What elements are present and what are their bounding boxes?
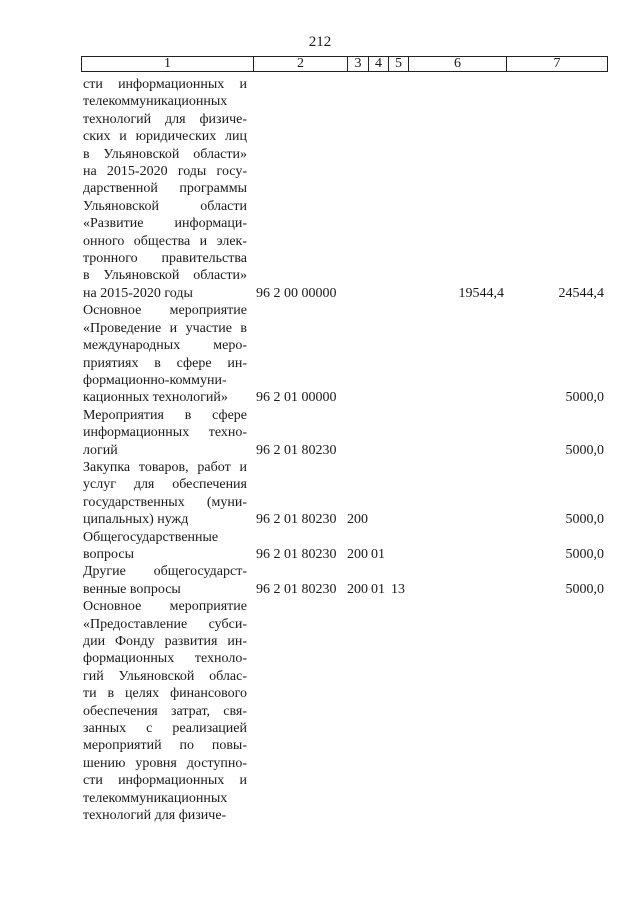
header-col-5: 5: [389, 57, 409, 71]
row-col-6: 19544,4: [458, 285, 504, 301]
row-name: [81, 76, 253, 302]
table-row: [81, 529, 608, 564]
row-name: [81, 407, 253, 459]
row-name-line: телекоммуникационных: [83, 790, 228, 806]
row-name-line: информационных техно-: [83, 425, 247, 441]
header-col-3: 3: [348, 57, 369, 71]
row-code: 96 2 01 80230: [256, 581, 337, 597]
row-name-line: вопросы: [83, 546, 134, 562]
row-name-line: «Проведение и участие в: [83, 320, 247, 336]
header-col-6: 6: [409, 57, 507, 71]
row-name-line: Основное мероприятие: [83, 599, 247, 615]
row-col-3: 200: [347, 546, 368, 562]
row-name: [81, 598, 253, 824]
row-name-line: «Предоставление субси-: [83, 616, 247, 632]
table-row: [81, 76, 608, 302]
row-name-line: Общегосударственные: [83, 529, 219, 545]
row-name-line: технологий для физиче-: [83, 808, 227, 824]
table-body: [81, 76, 608, 824]
row-name-line: занных с реализацией: [83, 721, 247, 737]
row-name-line: «Развитие информаци-: [83, 216, 247, 232]
row-col-7: 5000,0: [565, 512, 604, 528]
row-name: [81, 529, 253, 564]
row-name-line: сти информационных и: [83, 773, 247, 789]
header-col-2: 2: [254, 57, 348, 71]
row-name-line: телекоммуникационных: [83, 94, 228, 110]
row-name-line: Другие общегосударст-: [83, 564, 247, 580]
row-name-line: формационно-коммуни-: [83, 372, 227, 388]
row-code: 96 2 01 00000: [256, 390, 337, 406]
table-row: [81, 459, 608, 529]
row-name-line: Закупка товаров, работ и: [83, 459, 247, 475]
row-col-7: 24544,4: [558, 285, 604, 301]
row-name-line: на 2015-2020 годы госу-: [83, 164, 247, 180]
row-name-line: ти в целях финансового: [83, 686, 247, 702]
row-name: [81, 302, 253, 406]
row-code: 96 2 01 80230: [256, 512, 337, 528]
row-name-line: кационных технологий»: [83, 390, 228, 406]
row-name-line: технологий для физиче-: [83, 111, 247, 127]
row-name-line: онного общества и элек-: [83, 233, 247, 249]
row-name-line: венные вопросы: [83, 581, 181, 597]
row-name-line: на 2015-2020 годы: [83, 285, 193, 301]
row-name-line: гий Ульяновской облас-: [83, 668, 247, 684]
row-name-line: Мероприятия в сфере: [83, 407, 247, 423]
row-name: [81, 563, 253, 598]
row-name-line: в Ульяновской области»: [83, 146, 247, 162]
row-col-4: 01: [371, 581, 385, 597]
row-name-line: мероприятий по повы-: [83, 738, 247, 754]
row-name-line: услуг для обеспечения: [83, 477, 247, 493]
row-name-line: дии Фонду развития ин-: [83, 634, 247, 649]
row-code: 96 2 00 00000: [256, 285, 337, 301]
row-col-7: 5000,0: [565, 390, 604, 406]
table-header-row: [81, 56, 608, 72]
row-col-7: 5000,0: [565, 442, 604, 458]
row-name-line: Основное мероприятие: [83, 303, 247, 319]
row-col-4: 01: [371, 546, 385, 562]
row-name-line: шению уровня доступно-: [83, 755, 247, 771]
row-col-7: 5000,0: [565, 581, 604, 597]
row-col-7: 5000,0: [565, 546, 604, 562]
row-name-line: в Ульяновской области»: [83, 268, 247, 284]
row-name-line: государственных (муни-: [83, 494, 247, 510]
row-col-3: 200: [347, 512, 368, 528]
table-row: [81, 302, 608, 406]
row-name-line: международных меро-: [83, 338, 247, 354]
row-col-5: 13: [391, 581, 405, 597]
header-col-7: 7: [553, 56, 561, 71]
row-code: 96 2 01 80230: [256, 546, 337, 562]
row-name-line: приятиях в сфере ин-: [83, 355, 247, 371]
row-name-line: ципальных) нужд: [83, 512, 189, 528]
page-number: 212: [308, 34, 332, 50]
row-name-line: ских и юридических лиц: [83, 129, 247, 145]
row-name-line: формационных техноло-: [83, 651, 247, 667]
row-col-3: 200: [347, 581, 368, 597]
row-name-line: логий: [83, 442, 118, 458]
header-col-4: 4: [369, 57, 389, 71]
row-name-line: обеспечения затрат, свя-: [83, 703, 247, 719]
table-row: [81, 407, 608, 459]
row-code: 96 2 01 80230: [256, 442, 337, 458]
row-name-line: сти информационных и: [83, 77, 247, 92]
table-row: [81, 598, 608, 824]
table-row: [81, 563, 608, 598]
row-name-line: Ульяновской области: [83, 198, 247, 214]
header-col-1: 1: [82, 57, 254, 71]
row-name: [81, 459, 253, 529]
row-name-line: тронного правительства: [83, 251, 247, 267]
row-name-line: дарственной программы: [83, 181, 247, 197]
